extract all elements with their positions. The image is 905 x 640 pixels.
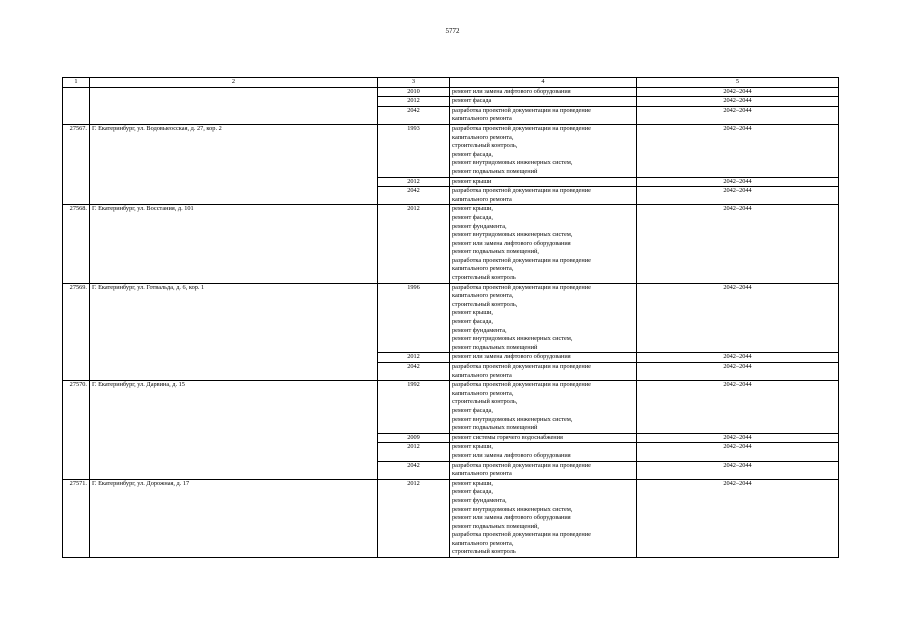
house-number-cell: 27569. [63,283,90,381]
year-cell: 2042 [378,461,450,479]
header-col-2: 2 [90,78,378,88]
period-cell: 2042–2044 [637,97,839,107]
works-cell: разработка проектной документации на проведение капитального ремонта, строительный контроль, ремонт фасада, ремонт внутридомовых инженерных систем, ремонт подвальных помещений [450,124,637,177]
period-cell: 2042–2044 [637,187,839,205]
year-cell: 2009 [378,433,450,443]
works-cell: разработка проектной документации на проведение капитального ремонта, строительный контроль, ремонт фасада, ремонт внутридомовых инженерных систем, ремонт подвальных помещений [450,381,637,434]
works-cell: разработка проектной документации на проведение капитального ремонта [450,187,637,205]
year-cell: 1996 [378,283,450,353]
works-cell: разработка проектной документации на проведение капитального ремонта [450,106,637,124]
house-number-cell: 27570. [63,381,90,480]
works-cell: ремонт системы горячего водоснабжения [450,433,637,443]
period-cell: 2042–2044 [637,479,839,557]
year-cell: 2012 [378,205,450,283]
period-cell: 2042–2044 [637,106,839,124]
works-cell: ремонт или замена лифтового оборудования [450,87,637,97]
year-cell: 1993 [378,124,450,177]
address-cell: Г. Екатеринбург, ул. Дорожная, д. 17 [90,479,378,557]
header-col-5: 5 [637,78,839,88]
period-cell: 2042–2044 [637,87,839,97]
period-cell: 2042–2044 [637,124,839,177]
period-cell: 2042–2044 [637,353,839,363]
year-cell: 2012 [378,353,450,363]
page-number: 5772 [445,27,460,35]
table-row [63,205,839,283]
header-col-1: 1 [63,78,90,88]
table-row [63,283,839,353]
house-number-cell [63,87,90,124]
works-cell: ремонт крыши, ремонт фасада, ремонт фундамента, ремонт внутридомовых инженерных систем, ремонт или замена лифтового оборудования ремонт подвальных помещений, разработка проектной документации на проведение капитального ремонта, строительный контроль [450,205,637,283]
period-cell: 2042–2044 [637,461,839,479]
header-col-3: 3 [378,78,450,88]
year-cell: 2042 [378,363,450,381]
table-row [63,124,839,177]
header-col-4: 4 [450,78,637,88]
address-cell: Г. Екатеринбург, ул. Дарвина, д. 15 [90,381,378,480]
year-cell: 2012 [378,177,450,187]
works-cell: ремонт крыши, ремонт фасада, ремонт фундамента, ремонт внутридомовых инженерных систем, ремонт или замена лифтового оборудования ремонт подвальных помещений, разработка проектной документации на проведение капитального ремонта, строительный контроль [450,479,637,557]
works-cell: разработка проектной документации на проведение капитального ремонта [450,461,637,479]
period-cell: 2042–2044 [637,381,839,434]
table-row [63,381,839,434]
table-row [63,479,839,557]
period-cell: 2042–2044 [637,283,839,353]
house-number-cell: 27567. [63,124,90,204]
year-cell: 2010 [378,87,450,97]
period-cell: 2042–2044 [637,443,839,461]
year-cell: 1992 [378,381,450,434]
year-cell: 2042 [378,106,450,124]
year-cell: 2012 [378,97,450,107]
works-cell: ремонт крыши [450,177,637,187]
year-cell: 2012 [378,443,450,461]
house-number-cell: 27571. [63,479,90,557]
year-cell: 2042 [378,187,450,205]
works-cell: разработка проектной документации на проведение капитального ремонта [450,363,637,381]
works-cell: ремонт крыши, ремонт или замена лифтового оборудования [450,443,637,461]
address-cell: Г. Екатеринбург, ул. Восстания, д. 101 [90,205,378,283]
table-body [63,78,839,558]
year-cell: 2012 [378,479,450,557]
address-cell: Г. Екатеринбург, ул. Готвальда, д. 6, кор. 1 [90,283,378,381]
table-row [63,87,839,97]
address-cell: Г. Екатеринбург, ул. Водовыеосская, д. 27, кор. 2 [90,124,378,204]
table-header-row [63,78,839,88]
works-cell: ремонт фасада [450,97,637,107]
period-cell: 2042–2044 [637,205,839,283]
period-cell: 2042–2044 [637,433,839,443]
repair-schedule-table [62,77,839,558]
period-cell: 2042–2044 [637,363,839,381]
house-number-cell: 27568. [63,205,90,283]
address-cell [90,87,378,124]
works-cell: разработка проектной документации на проведение капитального ремонта, строительный контроль, ремонт крыши, ремонт фасада, ремонт фундамента, ремонт внутридомовых инженерных систем, ремонт подвальных помещений [450,283,637,353]
works-cell: ремонт или замена лифтового оборудования [450,353,637,363]
period-cell: 2042–2044 [637,177,839,187]
